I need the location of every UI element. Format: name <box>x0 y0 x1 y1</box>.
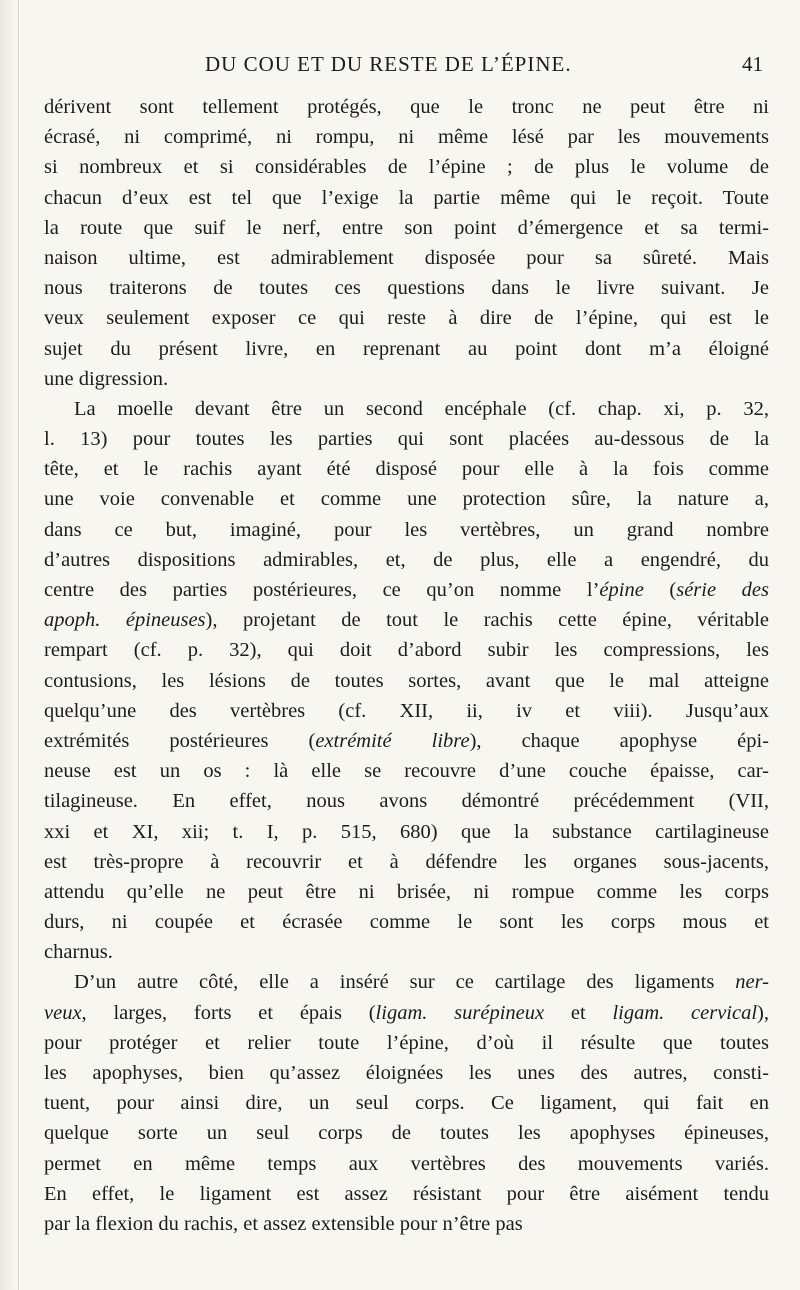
text-run: quelque sorte un seul corps de toutes les apophyses épineuses, <box>44 1122 769 1145</box>
text-run: dans ce but, imaginé, pour les vertèbres, un grand nombre <box>44 518 769 541</box>
italic-text: épine <box>599 579 644 601</box>
italic-text: veux <box>44 1001 82 1024</box>
text-run: est très-propre à recouvrir et à défendre les organes sous-jacents, <box>44 850 769 873</box>
text-line <box>44 877 769 907</box>
text-run: une digression. <box>44 367 169 390</box>
text-run: les apophyses, bien qu’assez éloignées les unes des autres, consti- <box>44 1062 769 1084</box>
text-run: D’un autre côté, elle a inséré sur ce cartilage des ligaments <box>74 971 736 994</box>
text-line <box>44 213 769 243</box>
italic-text: extrémité libre <box>315 729 470 752</box>
text-run: , larges, forts et épais ( <box>81 1001 376 1024</box>
text-line <box>44 817 769 847</box>
text-line <box>44 1149 769 1179</box>
text-line <box>44 424 769 454</box>
text-run: tilagineuse. En effet, nous avons démontré précédemment (VII, <box>44 790 769 813</box>
text-line <box>44 907 769 937</box>
text-line <box>44 92 769 122</box>
text-line <box>44 1058 769 1088</box>
text-line <box>44 605 769 635</box>
text-line <box>44 937 769 967</box>
text-line <box>44 152 769 182</box>
text-line <box>44 967 769 997</box>
body-text <box>44 92 769 1239</box>
text-run: si nombreux et si considérables de l’épine ; de plus le volume de <box>44 156 769 179</box>
text-line <box>44 726 769 756</box>
text-line <box>44 515 769 545</box>
paragraph <box>44 92 769 394</box>
text-run: l. 13) pour toutes les parties qui sont placées au-dessous de la <box>44 428 769 451</box>
page-header <box>0 52 800 82</box>
text-line <box>44 454 769 484</box>
text-line <box>44 334 769 364</box>
text-run: une voie convenable et comme une protection sûre, la nature a, <box>44 488 769 511</box>
text-run: la route que suif le nerf, entre son point d’émergence et sa termi- <box>44 216 769 239</box>
text-run: dérivent sont tellement protégés, que le tronc ne peut être ni <box>44 96 769 118</box>
binding-edge <box>0 0 19 1290</box>
text-run: quelqu’une des vertèbres (cf. XII, ii, iv et viii). Jusqu’aux <box>44 699 769 722</box>
text-line <box>44 1179 769 1209</box>
italic-text: ligam. cervical <box>612 1001 758 1024</box>
text-run: nous traiterons de toutes ces questions dans le livre suivant. Je <box>44 277 769 300</box>
text-run: rempart (cf. p. 32), qui doit d’abord subir les compressions, les <box>44 639 769 662</box>
text-run: sujet du présent livre, en reprenant au point dont m’a éloigné <box>44 337 769 360</box>
text-line <box>44 303 769 333</box>
italic-text: série des <box>676 579 770 601</box>
text-line <box>44 756 769 786</box>
italic-text: ner- <box>735 971 769 994</box>
text-run: charnus. <box>44 941 113 964</box>
text-run: xxi et XI, xii; t. I, p. 515, 680) que la substance cartilagineuse <box>44 820 769 843</box>
text-run: d’autres dispositions admirables, et, de plus, elle a engendré, du <box>44 548 769 571</box>
text-line <box>44 364 769 394</box>
text-run: et <box>544 1001 613 1024</box>
text-run: tuent, pour ainsi dire, un seul corps. Ce ligament, qui fait en <box>44 1092 769 1115</box>
text-line <box>44 666 769 696</box>
text-line <box>44 786 769 816</box>
text-line <box>44 1088 769 1118</box>
text-line <box>44 243 769 273</box>
text-run: ), projetant de tout le rachis cette épine, véritable <box>205 609 769 632</box>
text-run: ), chaque apophyse épi- <box>469 729 769 752</box>
running-title: DU COU ET DU RESTE DE L’ÉPINE. <box>205 52 572 76</box>
text-run: centre des parties postérieures, ce qu’on nomme l’ <box>44 579 600 601</box>
text-run: En effet, le ligament est assez résistant pour être aisément tendu <box>44 1182 769 1205</box>
text-line <box>44 1209 769 1239</box>
text-run: chacun d’eux est tel que l’exige la partie même qui le reçoit. Toute <box>44 186 769 209</box>
page-number: 41 <box>742 52 763 76</box>
text-line <box>44 575 769 605</box>
text-run: naison ultime, est admirablement disposée pour sa sûreté. Mais <box>44 246 769 269</box>
text-line <box>44 696 769 726</box>
text-line <box>44 183 769 213</box>
text-run: tête, et le rachis ayant été disposé pour elle à la fois comme <box>44 458 769 481</box>
text-run: pour protéger et relier toute l’épine, d’où il résulte que toutes <box>44 1031 769 1054</box>
text-line <box>44 998 769 1028</box>
text-line <box>44 273 769 303</box>
text-run: attendu qu’elle ne peut être ni brisée, ni rompue comme les corps <box>44 880 769 903</box>
text-run: par la flexion du rachis, et assez extensible pour n’être pas <box>44 1212 523 1235</box>
text-line <box>44 847 769 877</box>
text-run: écrasé, ni comprimé, ni rompu, ni même lésé par les mouvements <box>44 126 769 149</box>
text-line <box>44 484 769 514</box>
text-run: La moelle devant être un second encéphale (cf. chap. xi, p. 32, <box>74 397 769 420</box>
paragraph <box>44 394 769 968</box>
paragraph <box>44 967 769 1239</box>
text-run: ( <box>643 579 677 601</box>
text-run: permet en même temps aux vertèbres des mouvements variés. <box>44 1152 769 1175</box>
text-line <box>44 122 769 152</box>
italic-text: apoph. épineuses <box>44 609 206 632</box>
text-run: veux seulement exposer ce qui reste à dire de l’épine, qui est le <box>44 307 769 330</box>
text-line <box>44 1028 769 1058</box>
text-line <box>44 545 769 575</box>
text-run: extrémités postérieures ( <box>44 729 316 752</box>
text-run: ), <box>757 1001 769 1024</box>
italic-text: ligam. surépineux <box>375 1001 545 1024</box>
text-run: neuse est un os : là elle se recouvre d’une couche épaisse, car- <box>44 760 769 783</box>
text-run: durs, ni coupée et écrasée comme le sont les corps mous et <box>44 911 769 934</box>
text-line <box>44 394 769 424</box>
text-line <box>44 1118 769 1148</box>
text-line <box>44 635 769 665</box>
text-run: contusions, les lésions de toutes sortes, avant que le mal atteigne <box>44 669 769 692</box>
